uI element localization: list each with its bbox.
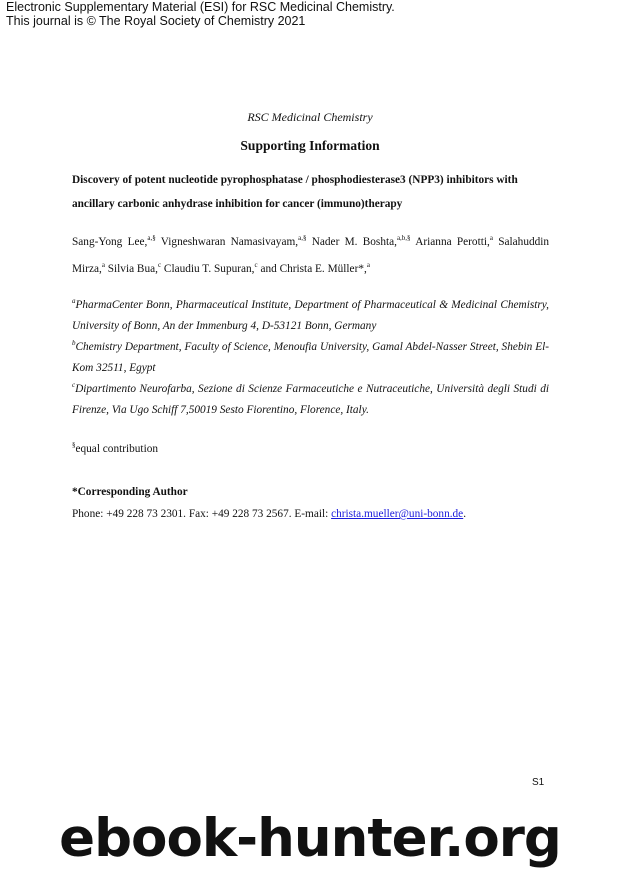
contact-suffix: . <box>463 508 467 520</box>
section-title: Supporting Information <box>240 138 380 153</box>
author: Silvia Bua,$^c$ <box>107 261 162 275</box>
author: Claudiu T. Supuran,$^c$ <box>163 261 258 275</box>
author-list <box>72 229 549 283</box>
page-number: S1 <box>532 777 545 788</box>
esi-header-line2: This journal is © The Royal Society of Chemistry 2021 <box>6 14 306 28</box>
esi-header <box>6 0 395 28</box>
journal-name: RSC Medicinal Chemistry <box>247 110 373 124</box>
paper-title: Discovery of potent nucleotide pyrophosphatase / phosphodiesterase3 (NPP3) inhibitors with ancillary carbonic anhydrase inhibition for cancer (immuno)therapy <box>72 174 518 210</box>
author: Nader M. Boshta,$^{a,b,\S}$ <box>311 234 411 248</box>
affiliation-b: $^b$Chemistry Department, Faculty of Science, Menoufia University, Gamal Abdel-Nasser Street, Shebin El-Kom 32511, Egypt <box>72 339 549 374</box>
author: Arianna Perotti,$^a$ <box>415 234 493 248</box>
affiliation-c: $^c$Dipartimento Neurofarba, Sezione di Scienze Farmaceutiche e Nutraceutiche, Università degli Studi di Firenze, Via Ugo Schiff 7,50019 Sesto Fiorentino, Florence, Italy. <box>72 381 549 416</box>
email-link[interactable]: christa.mueller@uni-bonn.de <box>331 508 464 520</box>
esi-header-line1: Electronic Supplementary Material (ESI) for RSC Medicinal Chemistry. <box>6 0 395 14</box>
author: Salahuddin Mirza,$^a$ <box>72 236 550 275</box>
contact-line <box>72 508 466 520</box>
watermark: ebook-hunter.org <box>59 808 561 869</box>
contact-text: Phone: +49 228 73 2301. Fax: +49 228 73 2567. E-mail: <box>72 508 332 520</box>
author: Sang-Yong Lee,$^{a,\S}$ <box>72 234 156 248</box>
affiliation-a: $^a$PharmaCenter Bonn, Pharmaceutical Institute, Department of Pharmaceutical & Medicinal Chemistry, University of Bonn, An der Immenburg 4, D-53121 Bonn, Germany <box>72 297 549 332</box>
corresponding-author-heading: *Corresponding Author <box>72 486 188 498</box>
equal-contribution-note: §equal contribution <box>72 441 159 455</box>
author: and Christa E. Müller*,$^a$ <box>260 261 370 275</box>
author: Vigneshwaran Namasivayam,$^{a,\S}$ <box>160 234 307 248</box>
